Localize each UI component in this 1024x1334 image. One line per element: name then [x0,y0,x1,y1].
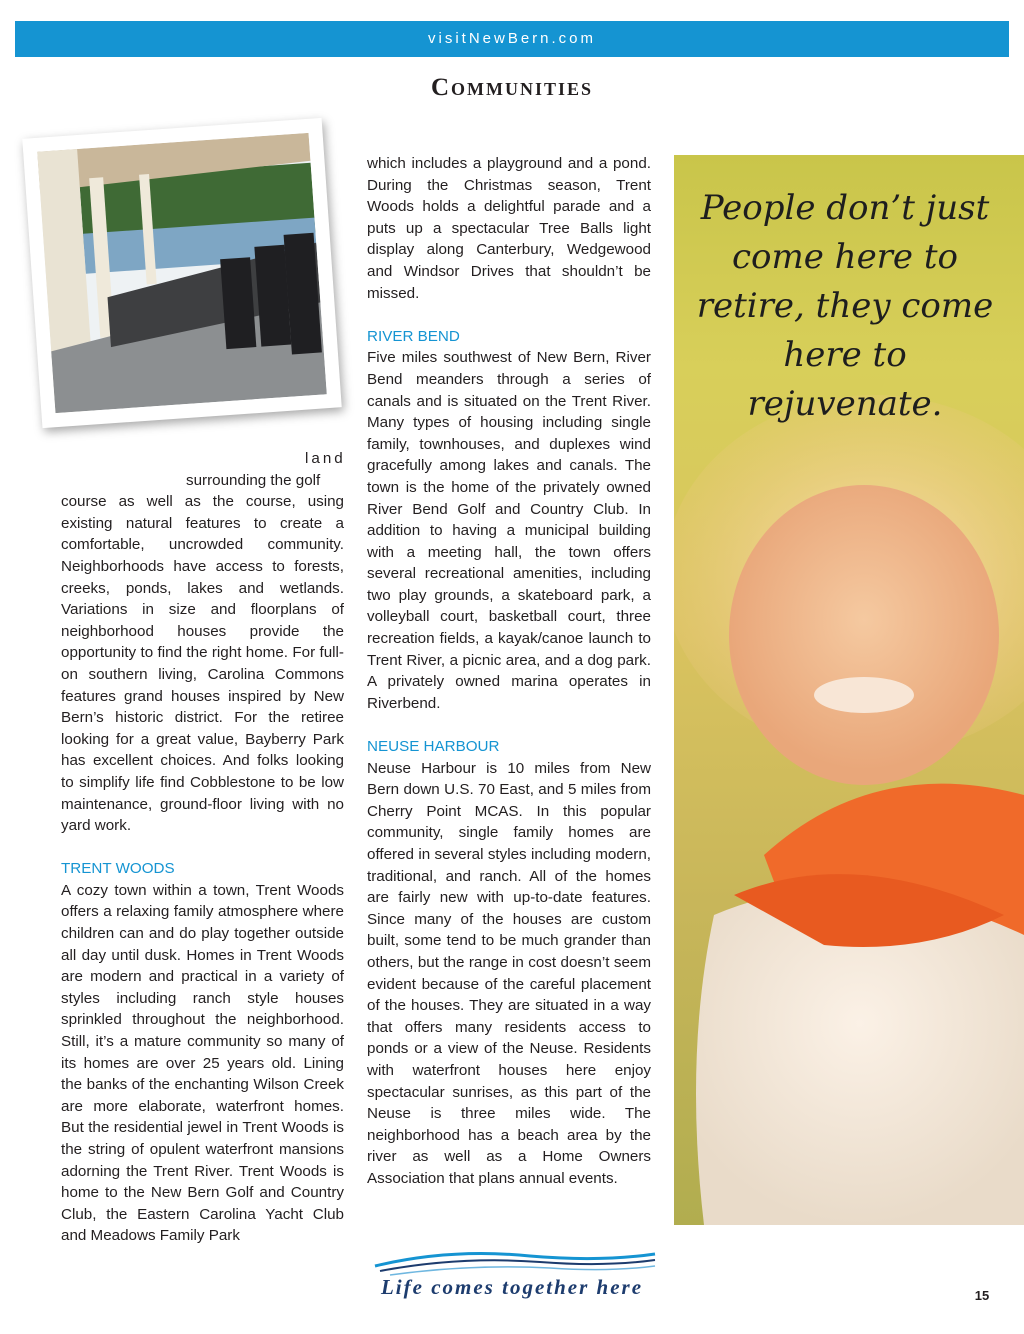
trent-woods-heading: TRENT WOODS [61,860,175,878]
text-column-left [61,448,344,1247]
trent-woods-continuation: which includes a playground and a pond. During the Christmas season, Trent Woods holds a delightful parade and a puts up a spectacular Tree Balls light display along Canterbury, Wedgewood and Windsor Drives that shouldn’t be missed. [367,155,651,302]
porch-photo-image [37,133,327,413]
page-number: 15 [974,1288,990,1303]
intro-line-2: surrounding the golf [186,471,321,489]
porch-photo [22,118,341,428]
text-column-middle [367,153,651,1190]
trent-woods-paragraph: A cozy town within a town, Trent Woods offers a relaxing family atmosphere where children can and do play together outside all day until dusk. Homes in Trent Woods are modern and practical in a variety of styles including ranch style houses sprinkled throughout the neighborhood. Still, it’s a mature community so many of its homes are over 25 years old. Lining the banks of the enchanting Wilson Creek are more elaborate, waterfront homes. But the residential jewel in Trent Woods is the string of opulent waterfront mansions adorning the Trent River. Trent Woods is home to the New Bern Golf and Country Club, the Eastern Carolina Yacht Club and Meadows Family Park [61,881,344,1245]
page-title: Communities [430,74,594,101]
neuse-harbour-paragraph: Neuse Harbour is 10 miles from New Bern down U.S. 70 East, and 5 miles from Cherry Point MCAS. In this popular community, single family homes are offered in several styles including modern, traditional, and ranch. All of the homes are fairly new with up-to-date features. Since many of the houses are custom built, some tend to be much grander than others, but the range in cost doesn’t seem evident because of the careful placement of the houses. They are situated in a way that offers many residents access to ponds or a view of the Neuse. Residents with waterfront houses here enjoy spectacular sunrises, as this part of the Neuse is three miles wide. The neighborhood has a beach area by the river as well as a Home Owners Association that plans annual events. [367,759,651,1187]
neuse-harbour-heading: NEUSE HARBOUR [367,738,500,756]
waves-logo-icon [370,1248,660,1276]
pull-quote: People don’t just come here to retire, they come here to rejuvenate. [696,188,994,424]
site-header-bar [15,21,1009,57]
river-bend-paragraph: Five miles southwest of New Bern, River Bend meanders through a series of canals and is situated on the Trent River. Many types of housing including single family, townhouses, and duplexes wind gracefully among lakes and canals. The town is the home of the privately owned River Bend Golf and Country Club. In addition to having a municipal building with a meeting hall, the town offers several recreational amenities, including two play grounds, a skateboard park, a volleyball court, basketball court, three recreation fields, a kayak/canoe launch to Trent River, a picnic area, and a dog park. A privately owned marina operates in Riverbend. [367,349,651,712]
footer-tagline: Life comes together here [380,1275,644,1299]
river-bend-heading: RIVER BEND [367,327,460,345]
site-url: visitNewBern.com [427,30,597,47]
golf-community-paragraph: course as well as the course, using existing natural features to create a comfortable, uncrowded community. Neighborhoods have access to forests, creeks, ponds, lakes and wetlands. Variations in size and floorplans of neighborhood houses provide the opportunity to find the right home. For full-on southern living, Carolina Commons features grand houses inspired by New Bern’s historic district. For the retiree looking for a great value, Bayberry Park has excellent choices. And folks looking to simplify life find Cobblestone to be low maintenance, ground-floor living with no yard work. [61,493,344,835]
intro-line-1: land [305,450,346,467]
